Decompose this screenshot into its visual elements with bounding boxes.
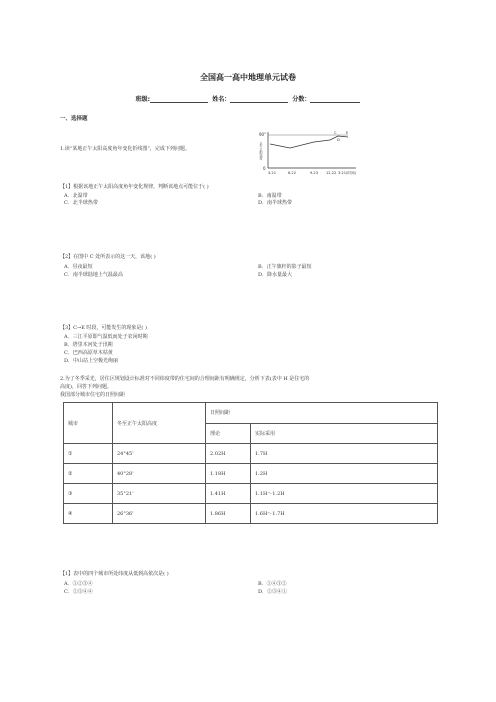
sunlight-spacing-table	[63, 402, 438, 524]
q2-sub1-option-b[interactable]: B．①④③②	[258, 581, 287, 587]
theory-cell: 1.18H	[206, 464, 251, 484]
q1-sub1-option-d[interactable]: D．南半球热带	[258, 200, 293, 206]
score-label: 分数：	[292, 96, 311, 103]
x-tick: 3.21	[268, 171, 277, 175]
q2-sub1-option-a[interactable]: A．①②③④	[64, 581, 93, 587]
x-tick: 3.21(时间)	[338, 171, 356, 175]
q2-stem-line1: 2.为了冬季采光，居住区规划设计标准对不同纬度带的住宅间的合理间距有明确规定，分析下表(表中 H 是住宅的	[60, 376, 310, 382]
class-label: 班级:	[135, 96, 150, 103]
y-tick-0: 0	[263, 166, 266, 171]
actual-cell: 1.2H	[251, 464, 438, 484]
city-cell: ①	[64, 444, 113, 464]
city-cell: ④	[64, 504, 113, 524]
q1-sub3-option-a[interactable]: A．三江平原即气温低而处于农闲时期	[64, 334, 148, 340]
city-cell: ②	[64, 464, 113, 484]
q1-sub2-option-d[interactable]: D．降水量最大	[258, 272, 293, 278]
q1-sub1-option-a[interactable]: A．北温带	[64, 193, 88, 199]
header-actual: 实际采用	[251, 423, 438, 444]
class-blank[interactable]	[150, 96, 208, 103]
point-label-c: C	[334, 131, 337, 135]
q1-sub3-stem: 【3】C→E 时段，可能发生的现象是( )	[60, 325, 147, 331]
q2-sub1-option-c[interactable]: C．②③④④	[64, 589, 93, 595]
q1-sub2-stem: 【2】在图中 C 处所表示的这一天，该地( )	[60, 254, 156, 260]
city-cell: ③	[64, 484, 113, 504]
table-caption: 我国部分城市住宅的日照间距	[60, 392, 126, 398]
name-blank[interactable]	[230, 96, 288, 103]
y-tick-90: 90°	[259, 132, 267, 137]
x-tick: 6.22	[288, 171, 297, 175]
q1-sub1-stem: 【1】根据该地正午太阳高度角年变化规律，判断该地点可能位于( )	[60, 184, 209, 190]
student-info-line	[0, 94, 496, 103]
table-row	[64, 464, 438, 484]
q1-sub2-option-a[interactable]: A．昼夜最短	[64, 264, 93, 270]
point-label-e: E	[346, 131, 349, 135]
header-theory: 理论	[206, 423, 251, 444]
theory-cell: 1.41H	[206, 484, 251, 504]
q1-sub2-option-b[interactable]: B．正午旗杆的影子最短	[258, 264, 312, 270]
table-row	[64, 484, 438, 504]
section-heading: 一、选择题	[60, 116, 88, 122]
point-label-d: D	[337, 138, 340, 142]
header-sunlight-spacing: 日照间距	[206, 403, 438, 424]
angle-cell: 24°45'	[113, 444, 206, 464]
q1-sub2-option-c[interactable]: C．南半球陆地上气温最高	[64, 272, 123, 278]
x-tick: 12.22	[326, 171, 337, 175]
header-city: 城市	[64, 403, 113, 444]
theory-cell: 1.86H	[206, 504, 251, 524]
score-blank[interactable]	[310, 96, 360, 103]
q1-sub3-option-c[interactable]: C．巴西高原草木枯黄	[64, 350, 113, 356]
q1-sub1-option-b[interactable]: B．南温带	[258, 193, 282, 199]
angle-cell: 35°21'	[113, 484, 206, 504]
angle-cell: 26°36'	[113, 504, 206, 524]
x-tick: 9.23	[310, 171, 319, 175]
q2-sub1-stem: 【1】表中的四个城市所处纬度从低到高依次是( )	[60, 571, 169, 577]
angle-cell: 40°28'	[113, 464, 206, 484]
q1-stem: 1.读“某地正午太阳高度角年变化折线图”，完成下列问题。	[60, 146, 190, 152]
actual-cell: 1.1H～1.2H	[251, 484, 438, 504]
y-axis-label: 正午太阳高度	[259, 142, 263, 160]
actual-cell: 1.6H～1.7H	[251, 504, 438, 524]
q1-sub3-option-b[interactable]: B．塔里木河处于汛期	[64, 342, 113, 348]
table-row	[64, 444, 438, 464]
q1-sub1-option-c[interactable]: C．北半球热带	[64, 200, 98, 206]
solar-altitude-chart	[258, 128, 358, 176]
q2-stem-line2: 高度)，回答下列问题。	[60, 384, 112, 390]
name-label: 姓名：	[212, 96, 231, 103]
header-noon-altitude: 冬至正午太阳高度	[113, 403, 206, 444]
q2-sub1-option-d[interactable]: D．②③④①	[258, 589, 288, 595]
page-title: 全国高一高中地理单元试卷	[200, 73, 296, 82]
actual-cell: 1.7H	[251, 444, 438, 464]
theory-cell: 2.02H	[206, 444, 251, 464]
table-row	[64, 504, 438, 524]
q1-sub3-option-d[interactable]: D．中山站上空极光绚丽	[64, 358, 119, 364]
